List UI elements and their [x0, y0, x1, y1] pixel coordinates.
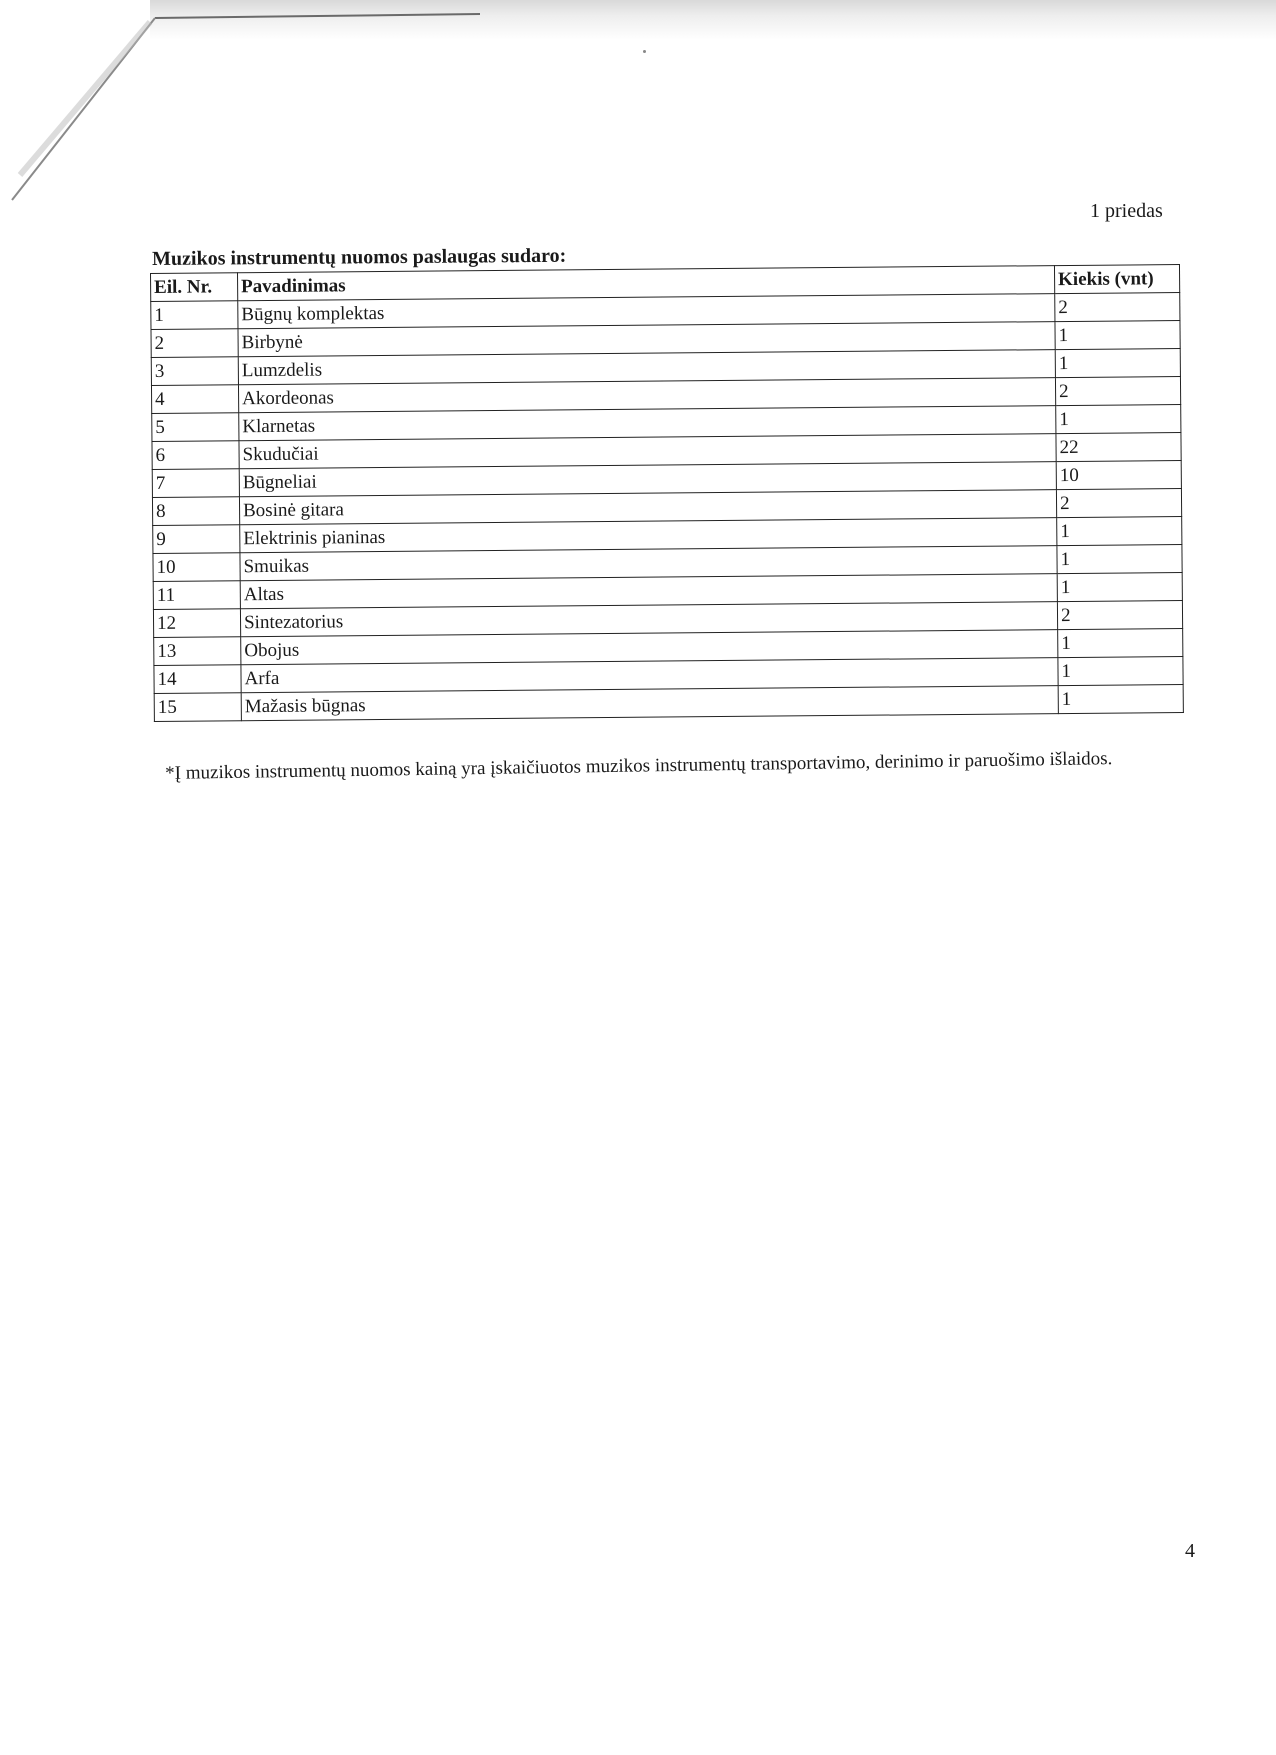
- cell-name: Birbynė: [238, 322, 1055, 357]
- cell-name: Smuikas: [240, 546, 1057, 581]
- cell-name: Skudučiai: [239, 434, 1056, 469]
- header-qty: Kiekis (vnt): [1054, 265, 1179, 294]
- cell-qty: 2: [1057, 601, 1182, 630]
- cell-nr: 13: [154, 637, 241, 666]
- cell-qty: 10: [1056, 461, 1181, 490]
- cell-qty: 1: [1058, 657, 1183, 686]
- cell-nr: 5: [152, 413, 239, 442]
- table-heading: Muzikos instrumentų nuomos paslaugas sudaro:: [152, 244, 567, 270]
- footnote: *Į muzikos instrumentų nuomos kainą yra įskaičiuotos muzikos instrumentų transportavimo, derinimo ir paruošimo išlaidos.: [165, 748, 1113, 784]
- cell-qty: 2: [1055, 293, 1180, 322]
- cell-qty: 1: [1055, 349, 1180, 378]
- cell-nr: 10: [153, 553, 240, 582]
- cell-name: Akordeonas: [238, 378, 1055, 413]
- cell-nr: 11: [153, 581, 240, 610]
- cell-name: Sintezatorius: [240, 602, 1057, 637]
- page-number: 4: [1185, 1540, 1195, 1562]
- cell-name: Altas: [240, 574, 1057, 609]
- annex-label: 1 priedas: [1090, 200, 1163, 222]
- cell-nr: 2: [151, 329, 238, 358]
- instrument-table: [150, 264, 1184, 722]
- cell-qty: 1: [1056, 405, 1181, 434]
- cell-nr: 15: [154, 693, 241, 722]
- table-body: [151, 293, 1184, 722]
- cell-qty: 1: [1058, 629, 1183, 658]
- cell-nr: 3: [151, 357, 238, 386]
- cell-qty: 1: [1055, 321, 1180, 350]
- cell-nr: 12: [153, 609, 240, 638]
- cell-nr: 7: [152, 469, 239, 498]
- cell-name: Būgneliai: [239, 462, 1056, 497]
- cell-name: Būgnų komplektas: [238, 294, 1055, 329]
- cell-qty: 2: [1056, 489, 1181, 518]
- instrument-table-wrapper: [150, 264, 1184, 722]
- cell-name: Obojus: [241, 630, 1058, 665]
- folded-corner: [0, 0, 520, 220]
- cell-name: Elektrinis pianinas: [240, 518, 1057, 553]
- cell-nr: 8: [152, 497, 239, 526]
- cell-qty: 1: [1058, 685, 1183, 714]
- cell-nr: 14: [154, 665, 241, 694]
- cell-qty: 1: [1057, 517, 1182, 546]
- cell-nr: 6: [152, 441, 239, 470]
- cell-nr: 1: [151, 301, 238, 330]
- cell-qty: 1: [1057, 545, 1182, 574]
- header-nr: Eil. Nr.: [151, 273, 238, 302]
- cell-qty: 22: [1056, 433, 1181, 462]
- cell-name: Lumzdelis: [238, 350, 1055, 385]
- cell-nr: 4: [151, 385, 238, 414]
- cell-qty: 1: [1057, 573, 1182, 602]
- scan-speck: [643, 50, 646, 53]
- cell-name: Bosinė gitara: [239, 490, 1056, 525]
- header-name: Pavadinimas: [238, 266, 1055, 301]
- cell-qty: 2: [1055, 377, 1180, 406]
- cell-name: Arfa: [241, 658, 1058, 693]
- cell-name: Mažasis būgnas: [241, 686, 1058, 721]
- cell-name: Klarnetas: [239, 406, 1056, 441]
- cell-nr: 9: [153, 525, 240, 554]
